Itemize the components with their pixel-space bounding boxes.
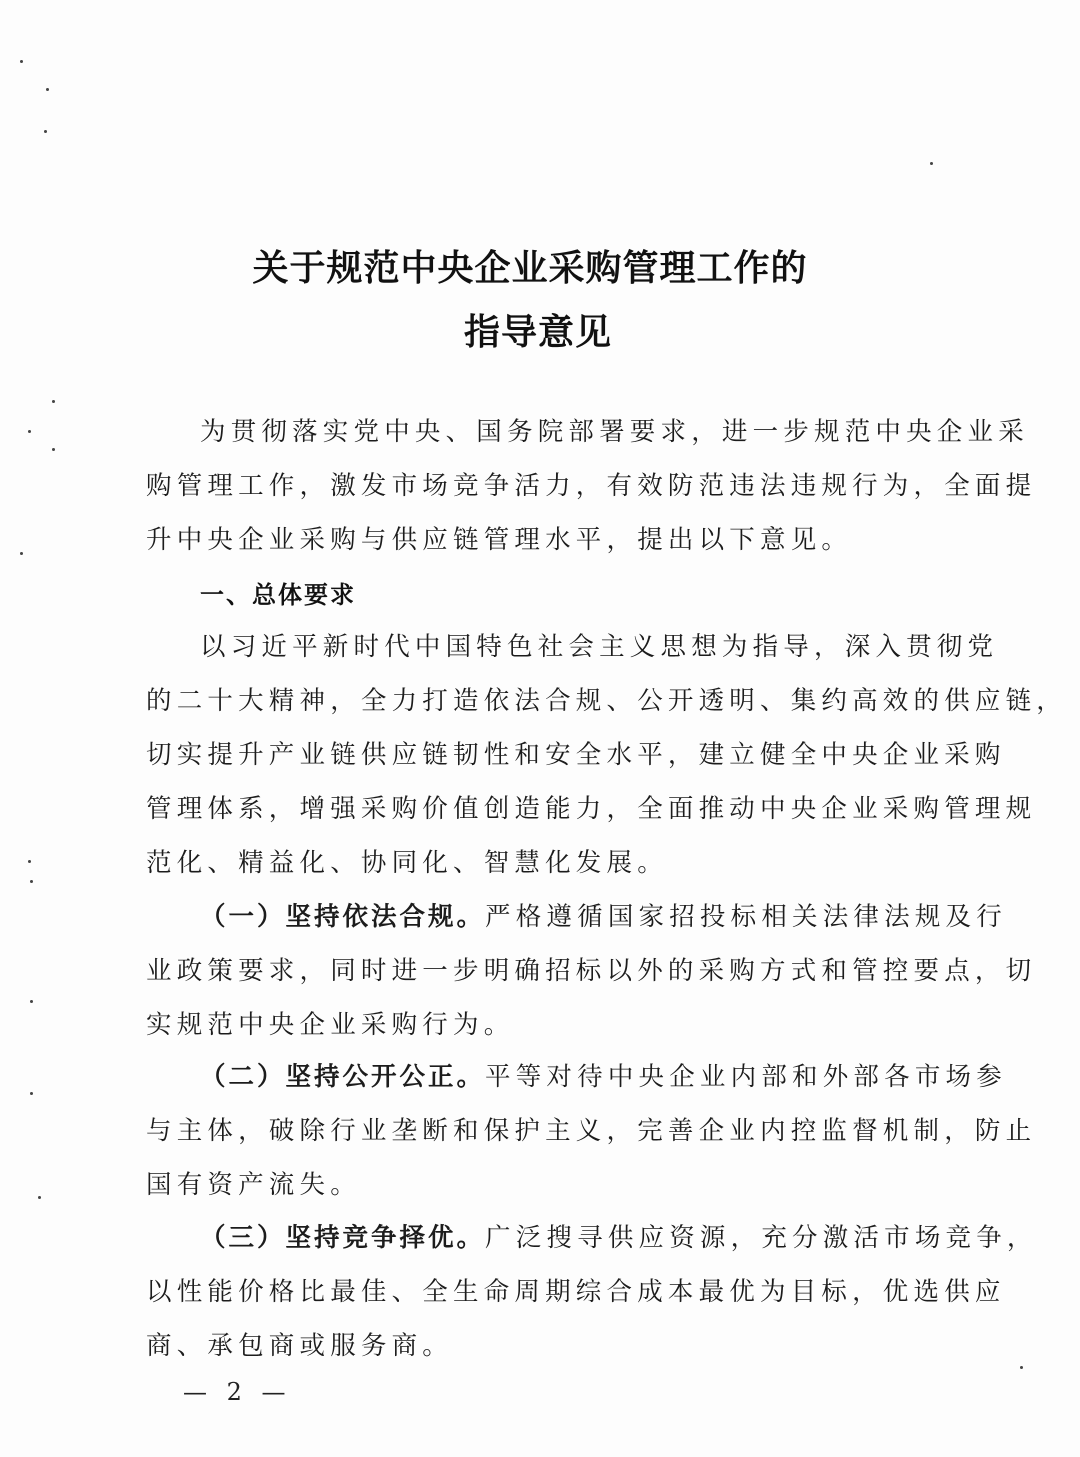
item2-line-3: 国有资产流失。 — [146, 1170, 361, 1200]
document-title-line-1: 关于规范中央企业采购管理工作的 — [252, 248, 808, 289]
section1-line-5: 范化、精益化、协同化、智慧化发展。 — [146, 848, 668, 878]
section1-line-4: 管理体系，增强采购价值创造能力，全面推动中央企业采购管理规 — [146, 794, 1037, 824]
scan-speck — [930, 162, 933, 165]
scan-speck — [46, 88, 49, 91]
item1-line-3: 实规范中央企业采购行为。 — [146, 1010, 515, 1040]
section1-line-2: 的二十大精神，全力打造依法合规、公开透明、集约高效的供应链， — [146, 686, 1068, 716]
item1-line-1 — [200, 897, 1007, 933]
section-heading-general-requirements: 一、总体要求 — [200, 581, 356, 609]
item1-lead: （一）坚持依法合规。 — [200, 902, 486, 932]
intro-line-1: 为贯彻落实党中央、国务院部署要求，进一步规范中央企业采 — [200, 417, 1029, 447]
item3-line-3: 商、承包商或服务商。 — [146, 1331, 454, 1361]
item2-lead: （二）坚持公开公正。 — [200, 1062, 486, 1092]
intro-line-3: 升中央企业采购与供应链管理水平，提出以下意见。 — [146, 525, 853, 555]
scan-speck — [28, 860, 31, 863]
page-number: — 2 — — [183, 1378, 292, 1406]
scan-speck — [30, 880, 33, 883]
scan-speck — [52, 448, 55, 451]
section1-line-1: 以习近平新时代中国特色社会主义思想为指导，深入贯彻党 — [200, 632, 999, 662]
scan-speck — [1020, 1366, 1023, 1369]
scan-speck — [52, 400, 55, 403]
intro-line-2: 购管理工作，激发市场竞争活力，有效防范违法违规行为，全面提 — [146, 471, 1037, 501]
scan-speck — [30, 1000, 33, 1003]
scan-speck — [20, 60, 23, 63]
item3-lead: （三）坚持竞争择优。 — [200, 1223, 486, 1253]
scan-speck — [30, 1092, 33, 1095]
scan-speck — [28, 430, 31, 433]
section1-line-3: 切实提升产业链供应链韧性和安全水平，建立健全中央企业采购 — [146, 740, 1006, 770]
item3-line-2: 以性能价格比最佳、全生命周期综合成本最优为目标，优选供应 — [146, 1277, 1006, 1307]
item3-line-1 — [200, 1218, 1038, 1254]
item3-text: 广泛搜寻供应资源，充分激活市场竞争， — [485, 1223, 1038, 1253]
item2-text: 平等对待中央企业内部和外部各市场参 — [485, 1062, 1007, 1092]
item1-line-2: 业政策要求，同时进一步明确招标以外的采购方式和管控要点，切 — [146, 956, 1037, 986]
scan-speck — [38, 1196, 41, 1199]
scan-speck — [44, 130, 47, 133]
item1-text: 严格遵循国家招投标相关法律法规及行 — [485, 902, 1007, 932]
item2-line-1 — [200, 1057, 1007, 1093]
scan-speck — [20, 552, 23, 555]
item2-line-2: 与主体，破除行业垄断和保护主义，完善企业内控监督机制，防止 — [146, 1116, 1037, 1146]
document-title-line-2: 指导意见 — [463, 312, 612, 353]
